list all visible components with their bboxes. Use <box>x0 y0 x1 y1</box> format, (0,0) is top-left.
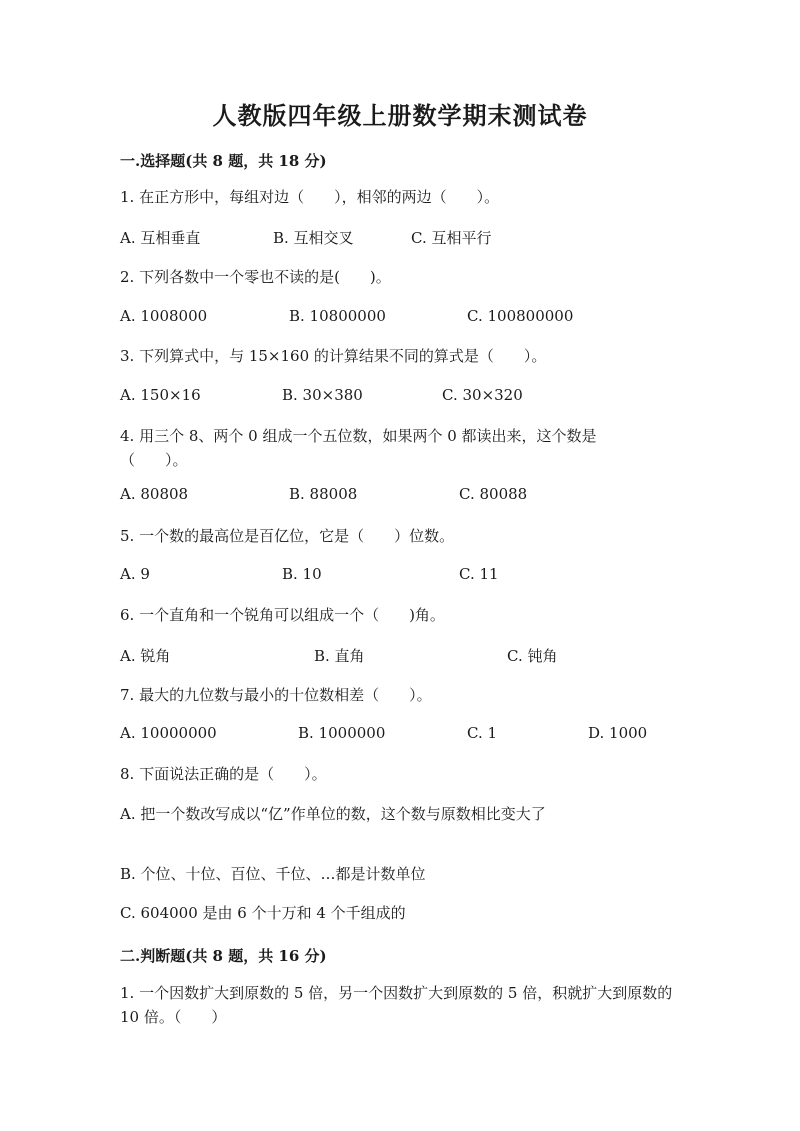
page-title: 人教版四年级上册数学期末测试卷 <box>212 101 588 130</box>
question-7: 7. 最大的九位数与最小的十位数相差（ ）。 <box>120 686 432 704</box>
question-3: 3. 下列算式中，与 15×160 的计算结果不同的算式是（ ）。 <box>120 347 547 365</box>
question-2: 2. 下列各数中一个零也不读的是( )。 <box>120 268 391 286</box>
option-b: B. 30×380 <box>282 386 363 404</box>
option-c: C. 80088 <box>459 485 528 503</box>
option-a: A. 10000000 <box>120 724 217 742</box>
option-a: A. 1008000 <box>120 307 208 325</box>
option-b: B. 10 <box>282 565 322 583</box>
option-c: C. 互相平行 <box>411 229 492 247</box>
option-a: A. 把一个数改写成以“亿”作单位的数，这个数与原数相比变大了 <box>120 805 546 823</box>
options-row-6 <box>120 645 700 669</box>
option-a: A. 80808 <box>120 485 189 503</box>
judgement-question-1: 1. 一个因数扩大到原数的 5 倍，另一个因数扩大到原数的 5 倍，积就扩大到原数的 10 倍。（ ） <box>120 984 673 1026</box>
question-6: 6. 一个直角和一个锐角可以组成一个（ )角。 <box>120 606 445 624</box>
option-b: B. 互相交叉 <box>273 229 354 247</box>
options-row-1 <box>120 227 700 251</box>
options-row-3 <box>120 386 700 410</box>
section-heading-judgement: 二.判断题(共 8 题，共 16 分) <box>120 947 327 965</box>
option-d: D. 1000 <box>588 724 648 742</box>
option-b: B. 个位、十位、百位、千位、…都是计数单位 <box>120 865 426 883</box>
option-a: A. 锐角 <box>120 647 171 665</box>
option-b: B. 1000000 <box>298 724 386 742</box>
option-b: B. 88008 <box>289 485 358 503</box>
option-c: C. 1 <box>467 724 498 742</box>
option-b: B. 直角 <box>314 647 365 665</box>
option-c: C. 30×320 <box>442 386 523 404</box>
question-5: 5. 一个数的最高位是百亿位，它是（ ）位数。 <box>120 527 455 545</box>
options-row-5 <box>120 565 700 589</box>
options-row-4 <box>120 485 700 509</box>
options-row-7 <box>120 724 700 748</box>
question-1: 1. 在正方形中，每组对边（ ），相邻的两边（ ）。 <box>120 188 500 206</box>
option-a: A. 150×16 <box>120 386 201 404</box>
options-row-2 <box>120 307 700 331</box>
option-c: C. 100800000 <box>467 307 574 325</box>
question-8: 8. 下面说法正确的是（ ）。 <box>120 765 327 783</box>
option-c: C. 钝角 <box>507 647 558 665</box>
option-c: C. 604000 是由 6 个十万和 4 个千组成的 <box>120 904 406 922</box>
option-a: A. 9 <box>120 565 150 583</box>
option-a: A. 互相垂直 <box>120 229 201 247</box>
section-heading-choice: 一.选择题(共 8 题，共 18 分) <box>120 152 327 170</box>
option-c: C. 11 <box>459 565 499 583</box>
question-4: 4. 用三个 8、两个 0 组成一个五位数，如果两个 0 都读出来，这个数是（ ）。 <box>120 427 597 469</box>
option-b: B. 10800000 <box>289 307 386 325</box>
